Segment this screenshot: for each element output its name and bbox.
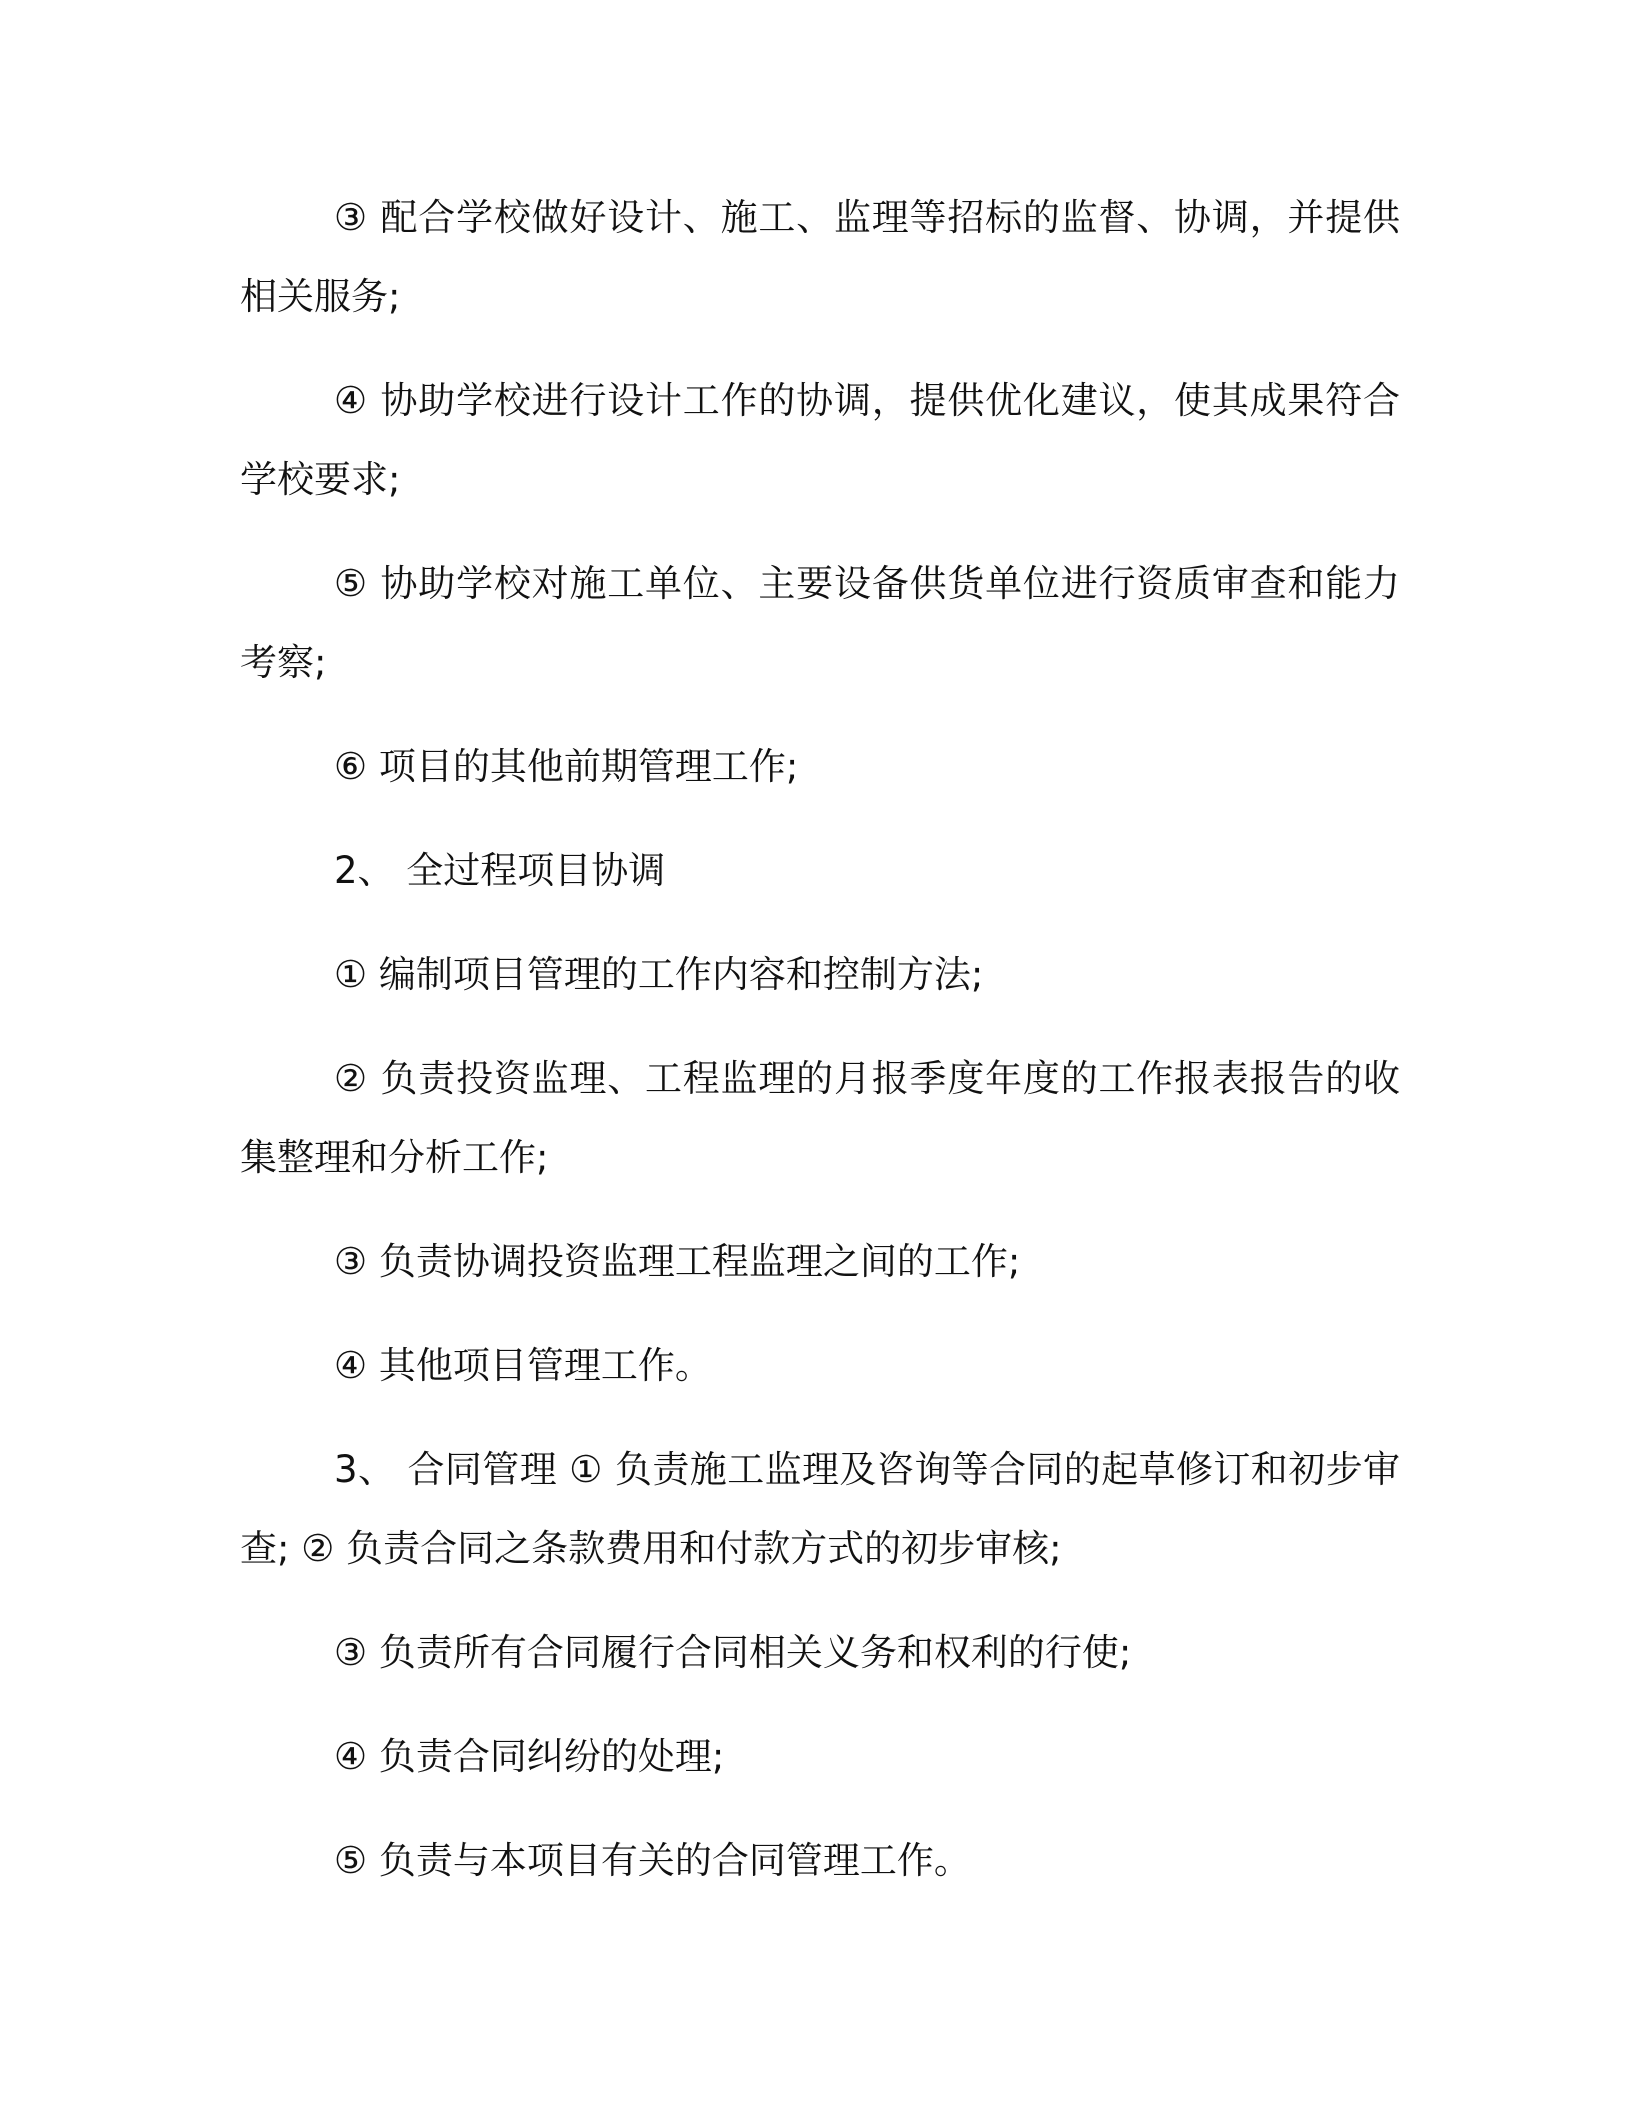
paragraph-11: ③ 负责所有合同履行合同相关义务和权利的行使; [334,1631,1132,1674]
paragraph-6: ① 编制项目管理的工作内容和控制方法; [334,953,984,996]
document-body [240,178,1400,1925]
paragraph-13: ⑤ 负责与本项目有关的合同管理工作。 [334,1839,971,1882]
paragraph-7: ② 负责投资监理、工程监理的月报季度年度的工作报表报告的收集整理和分析工作; [240,1057,1400,1179]
paragraph-3: ⑤ 协助学校对施工单位、主要设备供货单位进行资质审查和能力考察; [240,562,1400,684]
section-heading-3: 3、 合同管理 ① 负责施工监理及咨询等合同的起草修订和初步审查; ② 负责合同之条款费用和付款方式的初步审核; [240,1448,1400,1570]
paragraph-9: ④ 其他项目管理工作。 [334,1344,712,1387]
paragraph-1: ③ 配合学校做好设计、施工、监理等招标的监督、协调，并提供相关服务; [240,196,1400,318]
paragraph-12: ④ 负责合同纠纷的处理; [334,1735,725,1778]
paragraph-4: ⑥ 项目的其他前期管理工作; [334,745,799,788]
paragraph-2: ④ 协助学校进行设计工作的协调，提供优化建议，使其成果符合学校要求; [240,379,1400,501]
section-heading-2: 2、 全过程项目协调 [334,849,666,892]
paragraph-8: ③ 负责协调投资监理工程监理之间的工作; [334,1240,1021,1283]
